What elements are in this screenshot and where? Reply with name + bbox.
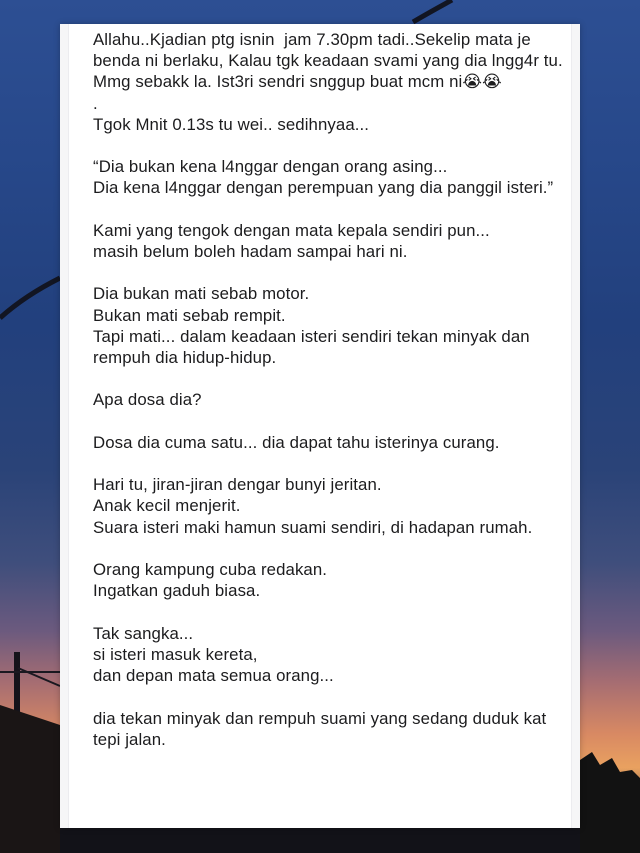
post-paragraph: Bukan mati sebab rempit. [93,305,286,325]
post-paragraph [93,368,564,389]
post-paragraph: “Dia bukan kena l4nggar dengan orang asing... [93,157,448,177]
power-line [0,668,60,686]
card-edge-right [571,24,580,828]
post-paragraph [93,538,564,559]
post-paragraph: Dosa dia cuma satu... dia dapat tahu isterinya curang. [93,432,500,452]
post-paragraph [93,686,564,707]
post-paragraph [93,199,564,220]
post-paragraph: si isteri masuk kereta, [93,644,258,664]
post-paragraph [93,262,564,283]
post-paragraph [93,601,564,622]
post-paragraph: Ingatkan gaduh biasa. [93,581,261,601]
post-paragraph: Tgok Mnit 0.13s tu wei.. sedihnyaa... [93,114,370,134]
card-edge-left [60,24,69,828]
post-paragraph: Orang kampung cuba redakan. [93,560,328,580]
post-paragraph: Kami yang tengok dengan mata kepala sendiri pun... [93,220,490,240]
tree-silhouette [580,752,640,853]
post-paragraph [93,453,564,474]
post-paragraph: Tapi mati... dalam keadaan isteri sendiri tekan minyak dan rempuh dia hidup-hidup. [93,326,535,368]
power-line [0,278,60,318]
post-card [60,24,580,828]
post-paragraph: Tak sangka... [93,623,194,643]
post-paragraph: Suara isteri maki hamun suami sendiri, di hadapan rumah. [93,517,533,537]
post-paragraph: masih belum boleh hadam sampai hari ni. [93,242,408,262]
post-paragraph: . [93,93,98,113]
power-line [413,0,452,22]
post-paragraph [93,411,564,432]
ground-silhouette [60,826,580,853]
post-paragraph: Hari tu, jiran-jiran dengar bunyi jeritan. [93,475,382,495]
post-paragraph: Apa dosa dia? [93,390,202,410]
post-paragraph: Dia bukan mati sebab motor. [93,284,310,304]
post-text [93,29,568,750]
post-paragraph: Allahu..Kjadian ptg isnin jam 7.30pm tadi..Sekelip mata je benda ni berlaku, Kalau tgk keadaan svami yang dia lngg4r tu. Mmg sebakk la. Ist3ri sendri snggup buat mcm ni😭😭 [93,30,568,92]
house-silhouette [0,705,60,853]
post-paragraph [93,135,564,156]
post-paragraph: Dia kena l4nggar dengan perempuan yang dia panggil isteri.” [93,178,554,198]
post-paragraph: dia tekan minyak dan rempuh suami yang sedang duduk kat tepi jalan. [93,708,552,749]
post-paragraph: dan depan mata semua orang... [93,666,334,686]
post-paragraph: Anak kecil menjerit. [93,496,241,516]
